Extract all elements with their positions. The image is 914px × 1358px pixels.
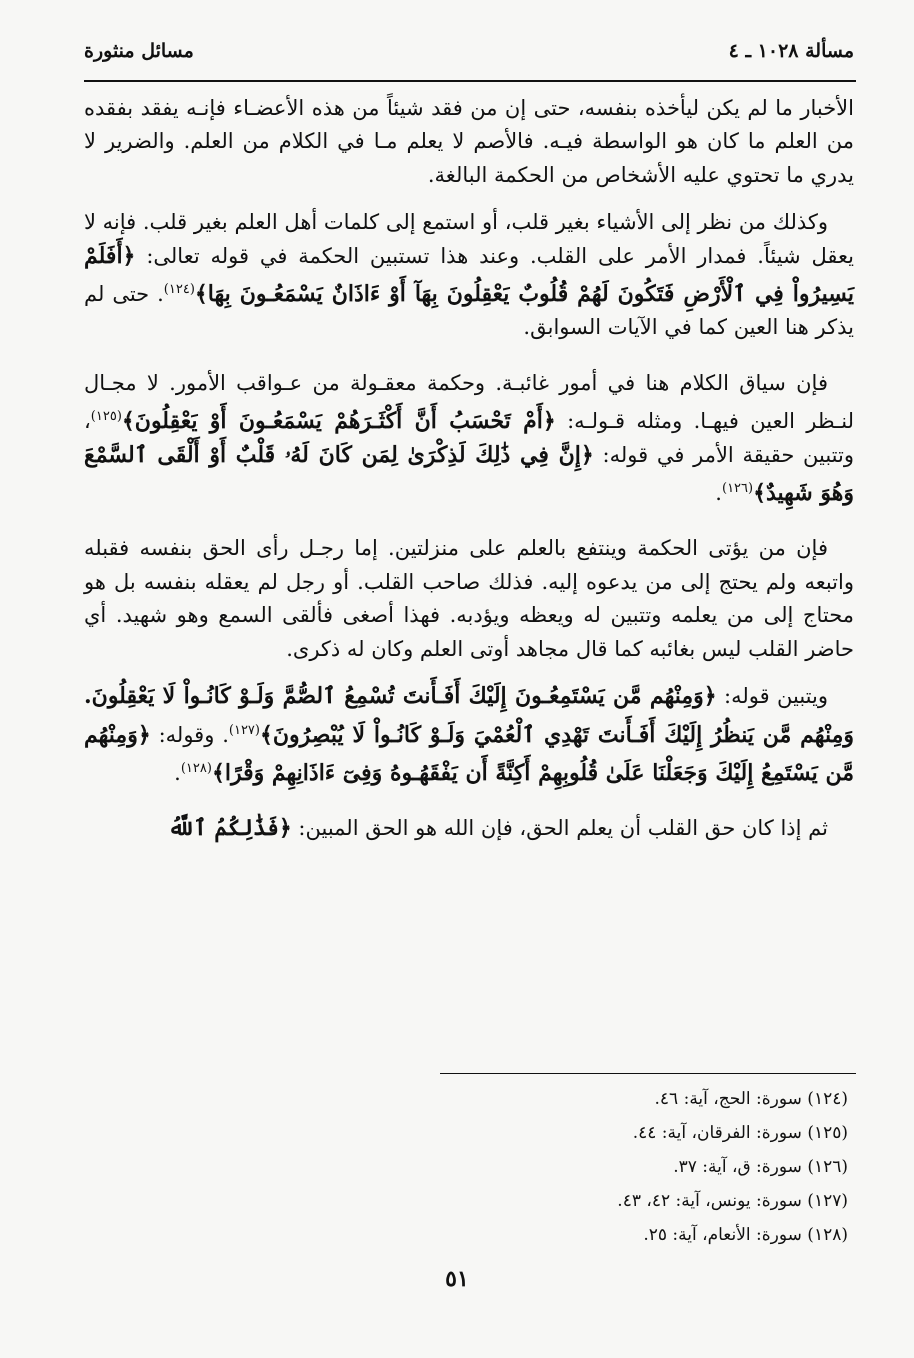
running-header xyxy=(84,40,854,74)
paragraph-3 xyxy=(84,367,854,511)
quran-verse: ﴿وَمِنْهُم مَّن يَسْتَمِعُـونَ إِلَيْكَ أَفَـأَنتَ تُسْمِعُ ٱلصُّمَّ وَلَـوْ كَانُـواْ لَا يَعْقِلُونَ. وَمِنْهُم مَّن يَنظُرُ إِلَيْكَ أَفَـأَنتَ تَهْدِي ٱلْعُمْيَ وَلَـوْ كَانُـواْ لَا يُبْصِرُونَ﴾ xyxy=(84,683,854,748)
footnote-item: (١٢٦) سورة: ق، آية: ٣٧. xyxy=(673,1157,848,1177)
paragraph-5-text-mid: . وقوله: xyxy=(158,722,229,747)
paragraph-1-text: الأخبار ما لم يكن ليأخذه بنفسه، حتى إن من فقد شيئاً من هذه الأعضـاء فإنـه يفقد بفقده من العلم ما كان هو الواسطة فيـه. فالأصم لا يعلم مـا في الكلام من العلم. والضرير لا يدري ما تحتوي عليه الأشخاص من الحكمة البالغة. xyxy=(84,96,854,187)
footnote-divider xyxy=(440,1073,856,1074)
footnote-ref: (١٢٧) xyxy=(228,722,260,738)
paragraph-3-text-end: . xyxy=(715,481,722,506)
footnote-item: (١٢٨) سورة: الأنعام، آية: ٢٥. xyxy=(643,1225,848,1245)
paragraph-2-text-end: . حتى لم يذكر هنا العين كما في الآيات السوابق. xyxy=(84,282,854,340)
paragraph-5-text: ويتبين قوله: xyxy=(724,684,828,709)
paragraph-6 xyxy=(84,812,854,845)
header-book-title: مسائل منثورة xyxy=(84,40,194,62)
quran-verse: ﴿إِنَّ فِي ذَٰلِكَ لَذِكْرَىٰ لِمَن كَانَ لَهُۥ قَلْبٌ أَوْ أَلْقَى ٱلسَّمْعَ وَهُوَ شَهِيدٌ﴾ xyxy=(84,441,854,507)
paragraph-2 xyxy=(84,206,854,345)
quran-verse: ﴿وَمِنْهُم مَّن يَسْتَمِعُ إِلَيْكَ وَجَعَلْنَا عَلَىٰ قُلُوبِهِمْ أَكِنَّةً أَن يَفْقَهُـوهُ وَفِىٓ ءَاذَانِهِمْ وَقْرًا﴾ xyxy=(84,721,854,786)
header-divider xyxy=(84,80,856,82)
paragraph-5-text-end: . xyxy=(174,760,181,785)
paragraph-2-text: وكذلك من نظر إلى الأشياء بغير قلب، أو استمع إلى كلمات أهل العلم بغير قلب. فإنه لا يعقل شيئاً. فمدار الأمر على القلب. وعند هذا تستبين الحكمة في قوله تعالى: xyxy=(84,210,854,268)
footnote-ref: (١٢٨) xyxy=(180,760,212,776)
quran-verse: ﴿أَمْ تَحْسَبُ أَنَّ أَكْثَـرَهُمْ يَسْمَعُـونَ أَوْ يَعْقِلُونَ﴾ xyxy=(121,408,556,435)
footnote-item: (١٢٥) سورة: الفرقان، آية: ٤٤. xyxy=(632,1123,848,1143)
footnote-item: (١٢٤) سورة: الحج، آية: ٤٦. xyxy=(654,1089,848,1109)
paragraph-6-text: ثم إذا كان حق القلب أن يعلم الحق، فإن الله هو الحق المبين: xyxy=(298,816,828,841)
footnotes xyxy=(84,1082,848,1252)
footnote-ref: (١٢٥) xyxy=(90,409,122,425)
quran-verse: ﴿فَذَٰلِكُمُ ٱللَّهُ xyxy=(168,815,292,842)
footnote-ref: (١٢٦) xyxy=(721,481,754,497)
footnote-ref: (١٢٤) xyxy=(163,282,195,298)
paragraph-1 xyxy=(84,92,854,192)
page-number: ٥١ xyxy=(445,1266,469,1292)
main-text xyxy=(84,92,854,868)
paragraph-4 xyxy=(84,532,854,666)
paragraph-3-text: فإن سياق الكلام هنا في أمور غائبـة. وحكمة معقـولة من عـواقب الأمور. لا مجـال لنـظر العين فيهـا. ومثله قـولـه: xyxy=(84,370,854,434)
paragraph-5 xyxy=(84,680,854,790)
header-chapter-title: مسألة ١٠٢٨ ـ ٤ xyxy=(728,40,854,62)
footnote-item: (١٢٧) سورة: يونس، آية: ٤٢، ٤٣. xyxy=(617,1191,848,1211)
paragraph-3-text-mid: ، وتتبين حقيقة الأمر في قوله: xyxy=(84,409,854,467)
paragraph-4-text: فإن من يؤتى الحكمة وينتفع بالعلم على منزلتين. إما رجـل رأى الحق بنفسه فقبله واتبعه ولم يحتج إلى من يدعوه إليه. فذلك صاحب القلب. أو رجل لم يعقله بنفسه بل هو محتاج إلى من يعلمه وتتبين له ويعظه ويؤدبه. فهذا أصغى فألقى السمع وهو شهيد. أي حاضر القلب ليس بغائبه كما قال مجاهد أوتى العلم وكان له ذكرى. xyxy=(84,536,854,661)
quran-verse: ﴿أَفَلَمْ يَسِيرُواْ فِي ٱلْأَرْضِ فَتَكُونَ لَهُمْ قُلُوبٌ يَعْقِلُونَ بِهَآ أَوْ ءَاذَانٌ يَسْمَعُـونَ بِهَا﴾ xyxy=(84,242,855,308)
